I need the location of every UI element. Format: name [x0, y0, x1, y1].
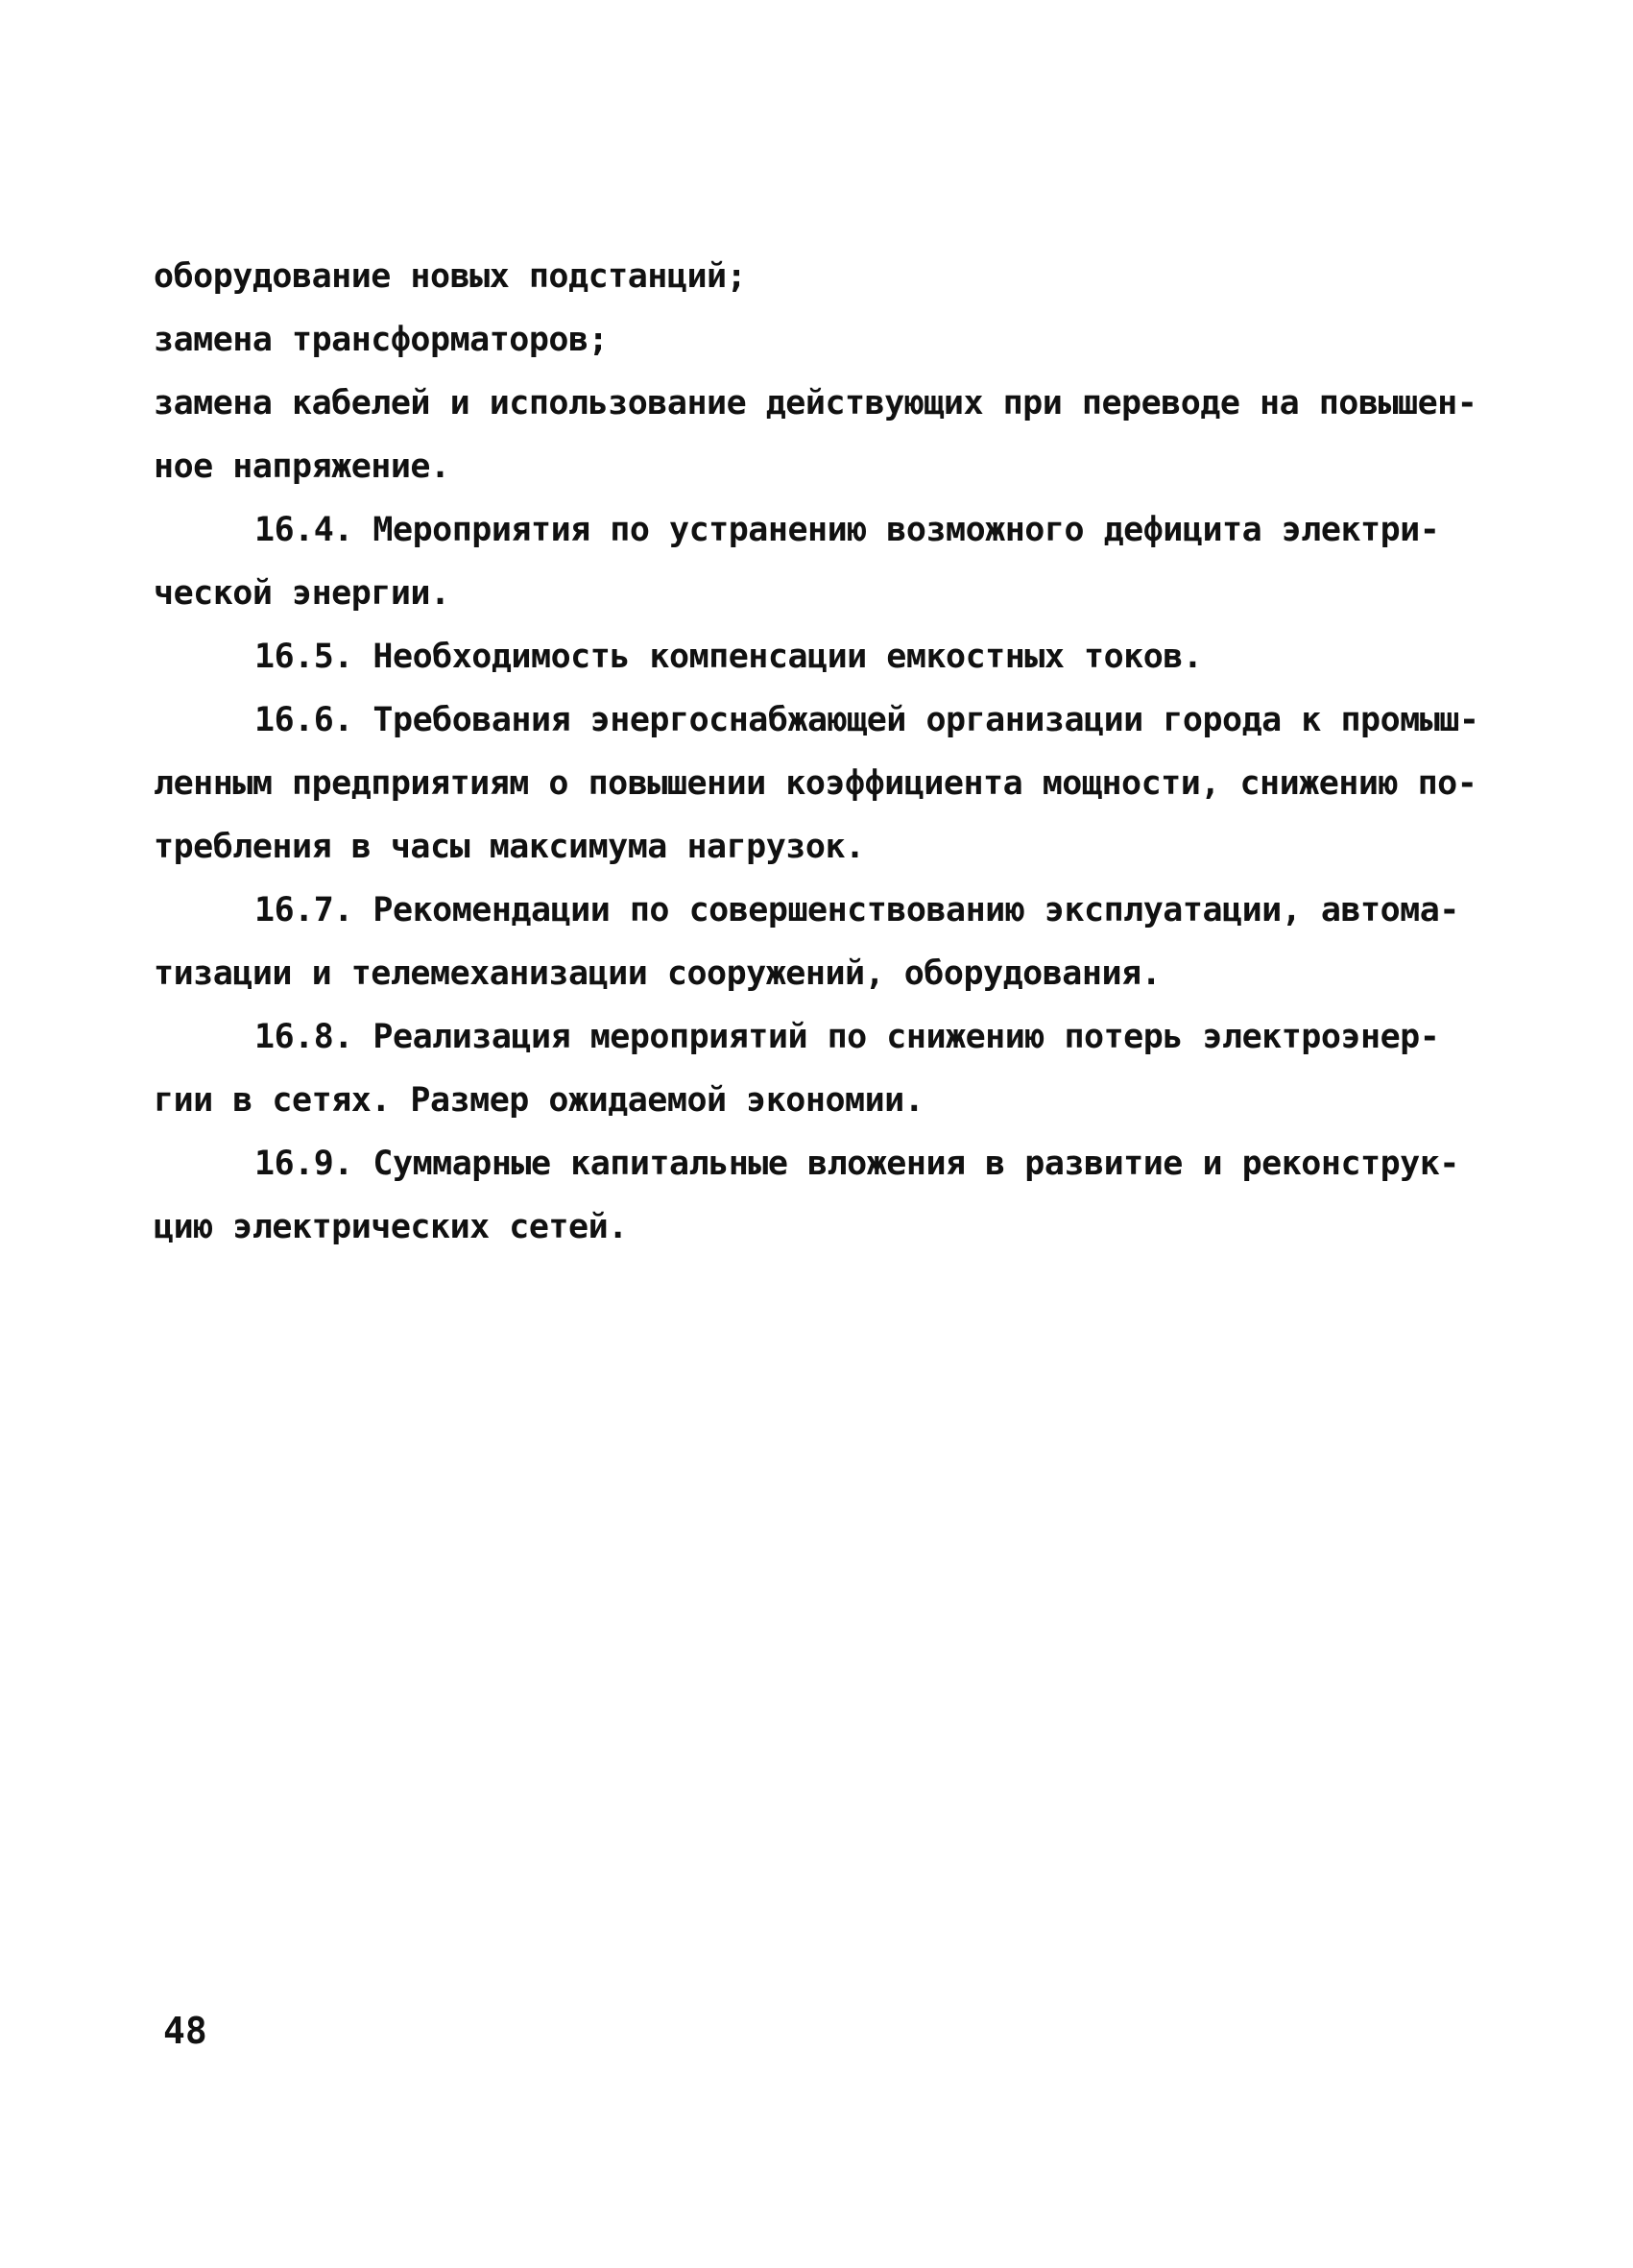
text-line: замена кабелей и использование действующих при переводе на повышен- — [154, 384, 1477, 422]
text-line: ленным предприятиям о повышении коэффициента мощности, снижению по- — [154, 764, 1477, 803]
text-line: ческой энергии. — [154, 574, 450, 613]
section-16-8-line: 16.8. Реализация мероприятий по снижению потерь электроэнер- — [254, 1018, 1440, 1056]
section-16-6-line: 16.6. Требования энергоснабжающей организации города к промыш- — [254, 701, 1479, 739]
section-16-7-line: 16.7. Рекомендации по совершенствованию эксплуатации, автома- — [254, 891, 1459, 929]
text-line: цию электрических сетей. — [154, 1208, 628, 1246]
text-line: ное напряжение. — [154, 447, 450, 486]
page-number: 48 — [163, 2010, 207, 2052]
text-line: замена трансформаторов; — [154, 321, 609, 359]
section-16-5-line: 16.5. Необходимость компенсации емкостных токов. — [254, 638, 1203, 676]
text-line: тизации и телемеханизации сооружений, оборудования. — [154, 954, 1162, 993]
text-line: гии в сетях. Размер ожидаемой экономии. — [154, 1081, 925, 1120]
section-16-9-line: 16.9. Суммарные капитальные вложения в развитие и реконструк- — [254, 1145, 1459, 1183]
text-line: оборудование новых подстанций; — [154, 257, 747, 296]
body-text — [154, 245, 1479, 1259]
section-16-4-line: 16.4. Мероприятия по устранению возможного дефицита электри- — [254, 511, 1440, 549]
text-line: требления в часы максимума нагрузок. — [154, 828, 865, 866]
